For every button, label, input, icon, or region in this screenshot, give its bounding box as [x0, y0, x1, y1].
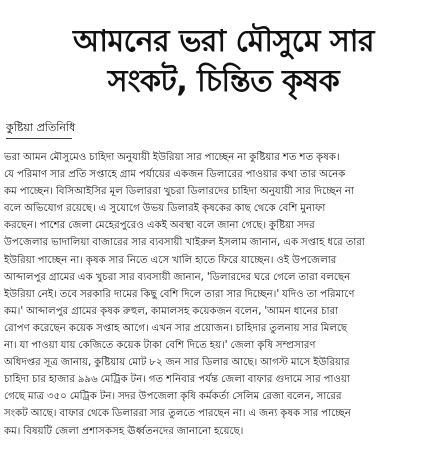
body-line: না। যা পাওয়া যায় কেজিতে কয়েক টাকা বেশি দিতে হয়।' জেলা কৃষি সম্প্রসারণ — [4, 340, 316, 352]
body-line: করছেন। পাশের জেলা মেহেরপুরেও একই অবস্থা বলে জানা গেছে। কুষ্টিয়া সদর — [4, 220, 315, 232]
body-line: কম।' আব্দালপুর গ্রামের কৃষক রুহুল, কামালসহ কয়েকজন বলেন, 'আমন ধানের চারা — [4, 305, 339, 317]
body-line: যে পরিমাণ সার প্রতি সপ্তাহে গ্রাম পর্যায়ের একজন ডিলারের পাওয়ার কথা তার অনেক — [4, 169, 346, 181]
body-line: গেছে মাত্র ৩৫০ মেট্রিক টন। সদর উপজেলা কৃষি কর্মকর্তা সেলিম রেজা বলেন, সারের — [4, 391, 342, 403]
body-line: কম পাচ্ছেন। বিসিআইসির মূল ডিলাররা খুচরা ডিলারদের চাহিদা অনুযায়ী সার দিচ্ছেন না — [4, 186, 354, 198]
byline-underline — [6, 138, 72, 139]
body-line: ইউরিয়া পাচ্ছেন না। কৃষক সার নিতে এসে খালি হাতে ফিরে যাচ্ছেন। ওই উপজেলার — [4, 254, 337, 266]
body-line: আব্দালপুর গ্রামের এক খুচরা সার ব্যবসায়ী জানান, 'ডিলারদের ঘরে গেলে তারা বলছেন — [4, 271, 351, 283]
body-line: রোপণ করেছেন কয়েক সপ্তাহ আগে। এখন সার প্রয়োজন। চাহিদার তুলনায় সার মিলছে — [4, 322, 348, 334]
body-line: কম। বিষয়টি জেলা প্রশাসকসহ ঊর্ধ্বতনদের জানানো হয়েছে। — [4, 425, 244, 437]
body-line: উপজেলার ভাদালিয়া বাজারের সার ব্যবসায়ী খাইরুল ইসলাম জানান, এক সপ্তাহ ধরে তারা — [4, 237, 365, 249]
body-line: ভরা আমন মৌসুমেও চাহিদা অনুযায়ী ইউরিয়া সার পাচ্ছেন না কুষ্টিয়ার শত শত কৃষক। — [4, 152, 340, 163]
headline-line-1: আমনের ভরা মৌসুমে সার — [73, 24, 374, 59]
body-line: চাহিদা চার হাজার ৯৯৬ মেট্রিক টন। গত শনিবার পর্যন্ত জেলা বাফার গুদামে সার পাওয়া — [4, 374, 350, 386]
body-line: সংকট আছে। বাফার থেকে ডিলাররা সার তুলতে পারছেন না। এ জন্য কৃষক সার পাচ্ছেন — [4, 408, 351, 420]
headline-line-2: সংকট, চিন্তিত কৃষক — [107, 64, 340, 99]
body-line: বলে অভিযোগ রয়েছে। এ সুযোগে উভয় ডিলারই কৃষকের কাছ থেকে বেশি মুনাফা — [4, 203, 326, 215]
body-line: অধিদপ্তর সূত্র জানায়, কুষ্টিয়ায় মোট ৮২ জন সার ডিলার আছে। আগস্ট মাসে ইউরিয়ার — [4, 357, 350, 369]
article-body — [4, 149, 443, 440]
body-line: ইউরিয়া নেই। তবে সরকারি দামের কিছু বেশি দিলে তারা সার দিচ্ছেন।' যদিও তা পরিমাণে — [4, 288, 355, 300]
byline: কুষ্টিয়া প্রতিনিধি — [6, 121, 76, 134]
